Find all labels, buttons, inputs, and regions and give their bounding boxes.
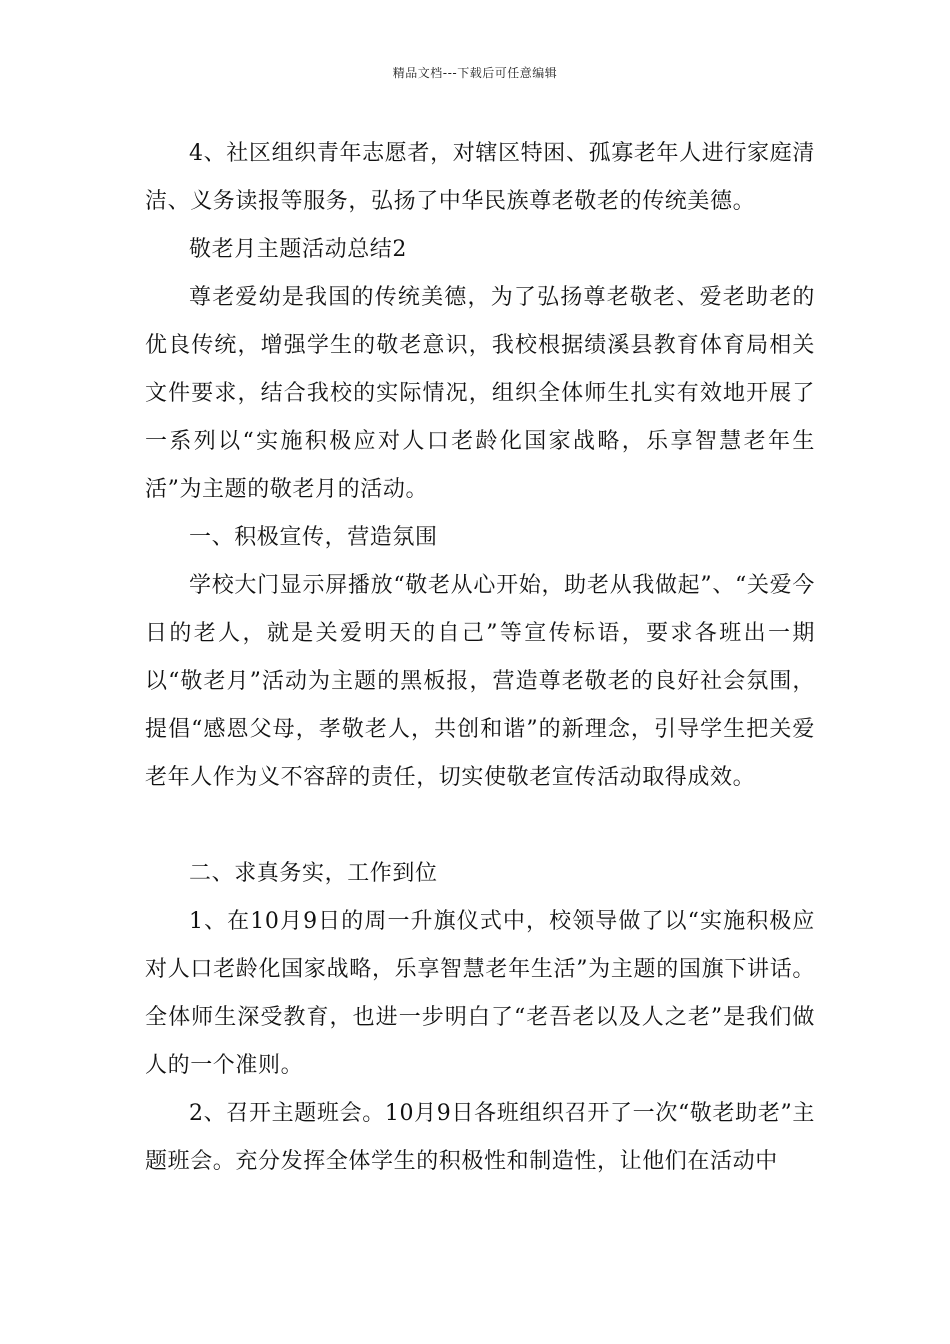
paragraph-class-meeting: 2、召开主题班会。10月9日各班组织召开了一次“敬老助老”主题班会。充分发挥全体学生的积极性和制造性，让他们在活动中 (145, 1101, 815, 1174)
heading-publicity: 一、积极宣传，营造氛围 (189, 525, 438, 550)
section-title-summary-2: 敬老月主题活动总结2 (189, 237, 407, 262)
heading-practical-work: 二、求真务实，工作到位 (189, 861, 438, 886)
page-header: 精品文档---下载后可任意编辑 (392, 66, 558, 80)
paragraph-flag-ceremony: 1、在10月9日的周一升旗仪式中，校领导做了以“实施积极应对人口老龄化国家战略，乐享智慧老年生活”为主题的国旗下讲话。全体师生深受教育，也进一步明白了“老吾老以及人之老”是我们做人的一个准则。 (145, 909, 815, 1078)
document-body (145, 130, 815, 1186)
blank-line (145, 802, 815, 850)
paragraph-community-volunteers: 4、社区组织青年志愿者，对辖区特困、孤寡老年人进行家庭清洁、义务读报等服务，弘扬了中华民族尊老敬老的传统美德。 (145, 141, 815, 214)
paragraph-publicity: 学校大门显示屏播放“敬老从心开始，助老从我做起”、“关爱今日的老人，就是关爱明天的自己”等宣传标语，要求各班出一期以“敬老月”活动为主题的黑板报，营造尊老敬老的良好社会氛围，提倡“感恩父母，孝敬老人，共创和谐”的新理念，引导学生把关爱老年人作为义不容辞的责任，切实使敬老宣传活动取得成效。 (145, 573, 815, 790)
paragraph-intro: 尊老爱幼是我国的传统美德，为了弘扬尊老敬老、爱老助老的优良传统，增强学生的敬老意识，我校根据绩溪县教育体育局相关文件要求，结合我校的实际情况，组织全体师生扎实有效地开展了一系列以“实施积极应对人口老龄化国家战略，乐享智慧老年生活”为主题的敬老月的活动。 (145, 285, 815, 502)
